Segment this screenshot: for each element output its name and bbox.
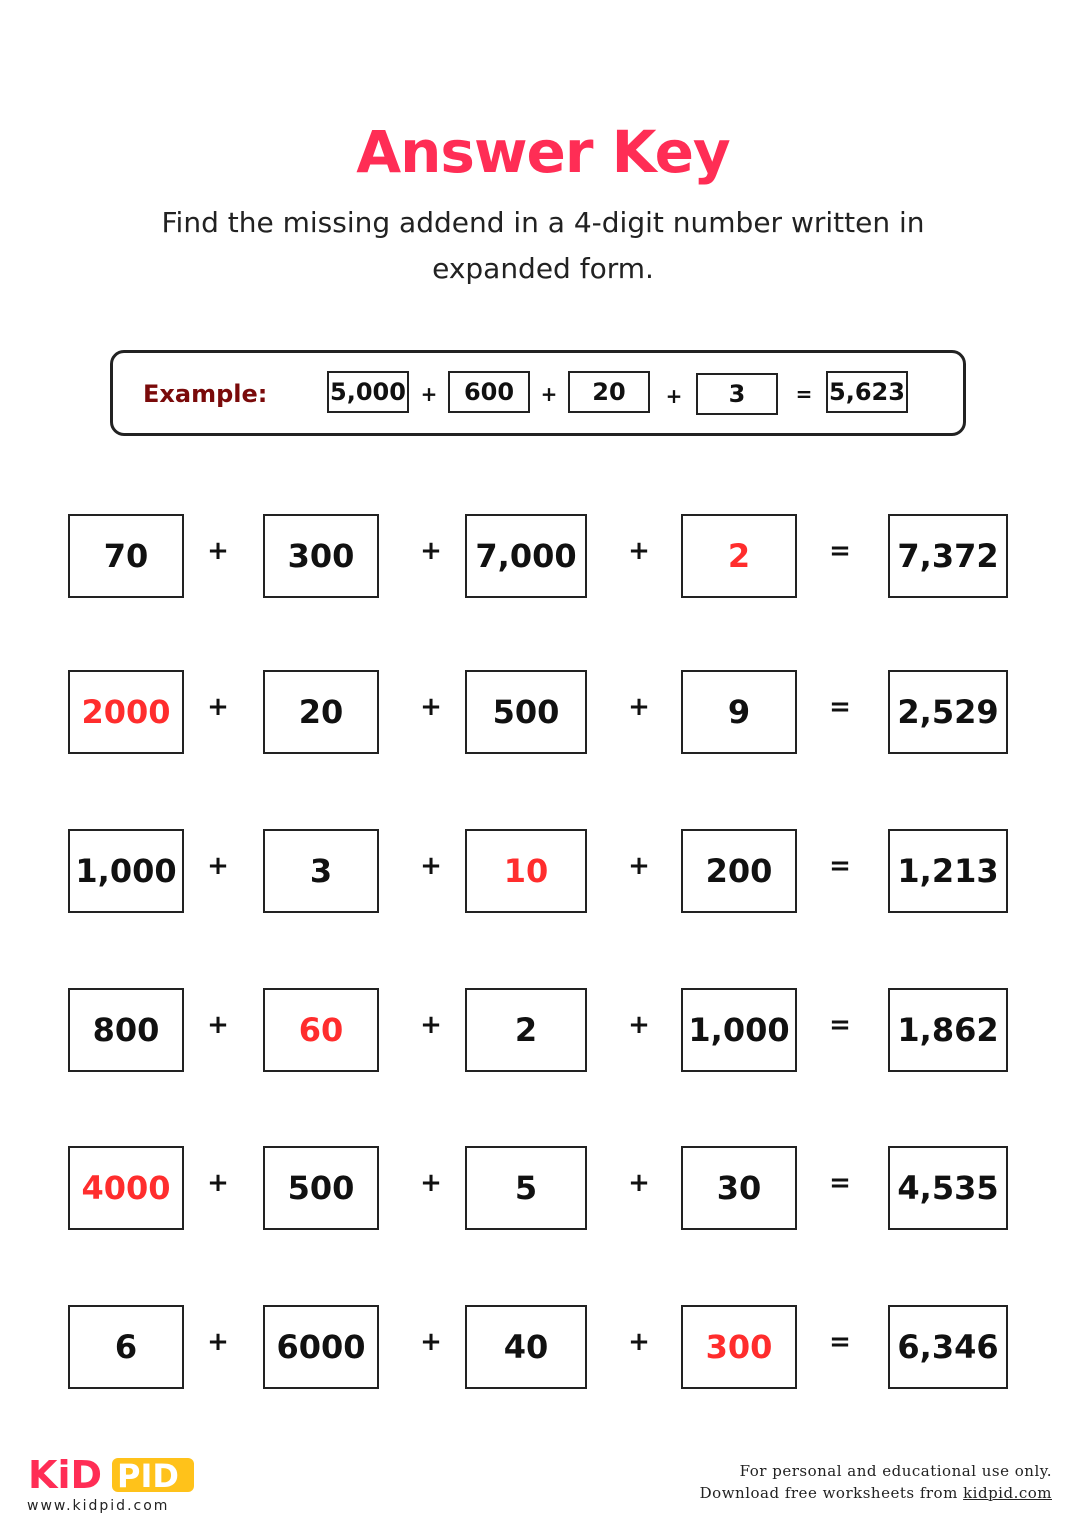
problem-4-addend-3: 2 [465, 988, 587, 1072]
problem-5-plus-3: + [628, 1168, 650, 1198]
page-title: Answer Key [356, 118, 730, 186]
problem-3-plus-2: + [420, 851, 442, 881]
problem-6-plus-3: + [628, 1327, 650, 1357]
problem-2-plus-3: + [628, 692, 650, 722]
example-plus-1: + [420, 382, 438, 406]
problem-6-addend-3: 40 [465, 1305, 587, 1389]
footer-line-1: For personal and educational use only. [739, 1462, 1052, 1480]
problem-1-addend-4: 2 [681, 514, 797, 598]
problem-1-addend-2: 300 [263, 514, 379, 598]
problem-1-plus-1: + [207, 536, 229, 566]
problem-1-plus-2: + [420, 536, 442, 566]
problem-6-result: 6,346 [888, 1305, 1008, 1389]
problem-3-equals: = [829, 851, 851, 881]
footer-note [700, 1460, 1052, 1504]
example-addend-2: 600 [448, 371, 530, 413]
instructions: Find the missing addend in a 4-digit number written in expanded form. [161, 206, 925, 285]
problem-2-plus-1: + [207, 692, 229, 722]
problem-4-addend-1: 800 [68, 988, 184, 1072]
problem-3-addend-3: 10 [465, 829, 587, 913]
problem-5-plus-1: + [207, 1168, 229, 1198]
problem-4-plus-3: + [628, 1010, 650, 1040]
problem-5-addend-4: 30 [681, 1146, 797, 1230]
problem-5-addend-3: 5 [465, 1146, 587, 1230]
problem-1-plus-3: + [628, 536, 650, 566]
example-plus-3: + [665, 384, 683, 408]
problem-2-equals: = [829, 692, 851, 722]
svg-text:PID: PID [117, 1457, 179, 1495]
problem-6-addend-4: 300 [681, 1305, 797, 1389]
problem-4-plus-2: + [420, 1010, 442, 1040]
svg-text:KiD: KiD [28, 1453, 103, 1496]
example-equals: = [795, 382, 813, 406]
example-plus-2: + [540, 382, 558, 406]
problem-4-addend-2: 60 [263, 988, 379, 1072]
example-addend-3: 20 [568, 371, 650, 413]
footer-line-2 [700, 1482, 1052, 1504]
problem-4-equals: = [829, 1010, 851, 1040]
example-addend-1: 5,000 [327, 371, 409, 413]
footer-link[interactable]: kidpid.com [963, 1484, 1052, 1502]
problem-5-addend-1: 4000 [68, 1146, 184, 1230]
problem-1-result: 7,372 [888, 514, 1008, 598]
example-label: Example: [143, 380, 268, 408]
problem-6-addend-2: 6000 [263, 1305, 379, 1389]
problem-5-plus-2: + [420, 1168, 442, 1198]
problem-1-equals: = [829, 536, 851, 566]
problem-3-addend-2: 3 [263, 829, 379, 913]
problem-2-addend-1: 2000 [68, 670, 184, 754]
problem-6-plus-1: + [207, 1327, 229, 1357]
problem-3-addend-4: 200 [681, 829, 797, 913]
problem-6-equals: = [829, 1327, 851, 1357]
problem-4-plus-1: + [207, 1010, 229, 1040]
footer-line-2-text: Download free worksheets from [699, 1484, 964, 1502]
problem-3-plus-3: + [628, 851, 650, 881]
problem-6-plus-2: + [420, 1327, 442, 1357]
example-result: 5,623 [826, 371, 908, 413]
problem-1-addend-3: 7,000 [465, 514, 587, 598]
problem-3-plus-1: + [207, 851, 229, 881]
problem-5-result: 4,535 [888, 1146, 1008, 1230]
problem-2-addend-2: 20 [263, 670, 379, 754]
problem-6-addend-1: 6 [68, 1305, 184, 1389]
logo-url: www.kidpid.com [27, 1498, 170, 1514]
kidpid-logo [28, 1452, 198, 1496]
problem-2-result: 2,529 [888, 670, 1008, 754]
problem-4-result: 1,862 [888, 988, 1008, 1072]
problem-2-plus-2: + [420, 692, 442, 722]
problem-2-addend-3: 500 [465, 670, 587, 754]
problem-1-addend-1: 70 [68, 514, 184, 598]
problem-3-result: 1,213 [888, 829, 1008, 913]
problem-5-equals: = [829, 1168, 851, 1198]
example-addend-4: 3 [696, 373, 778, 415]
problem-2-addend-4: 9 [681, 670, 797, 754]
problem-3-addend-1: 1,000 [68, 829, 184, 913]
problem-4-addend-4: 1,000 [681, 988, 797, 1072]
problem-5-addend-2: 500 [263, 1146, 379, 1230]
